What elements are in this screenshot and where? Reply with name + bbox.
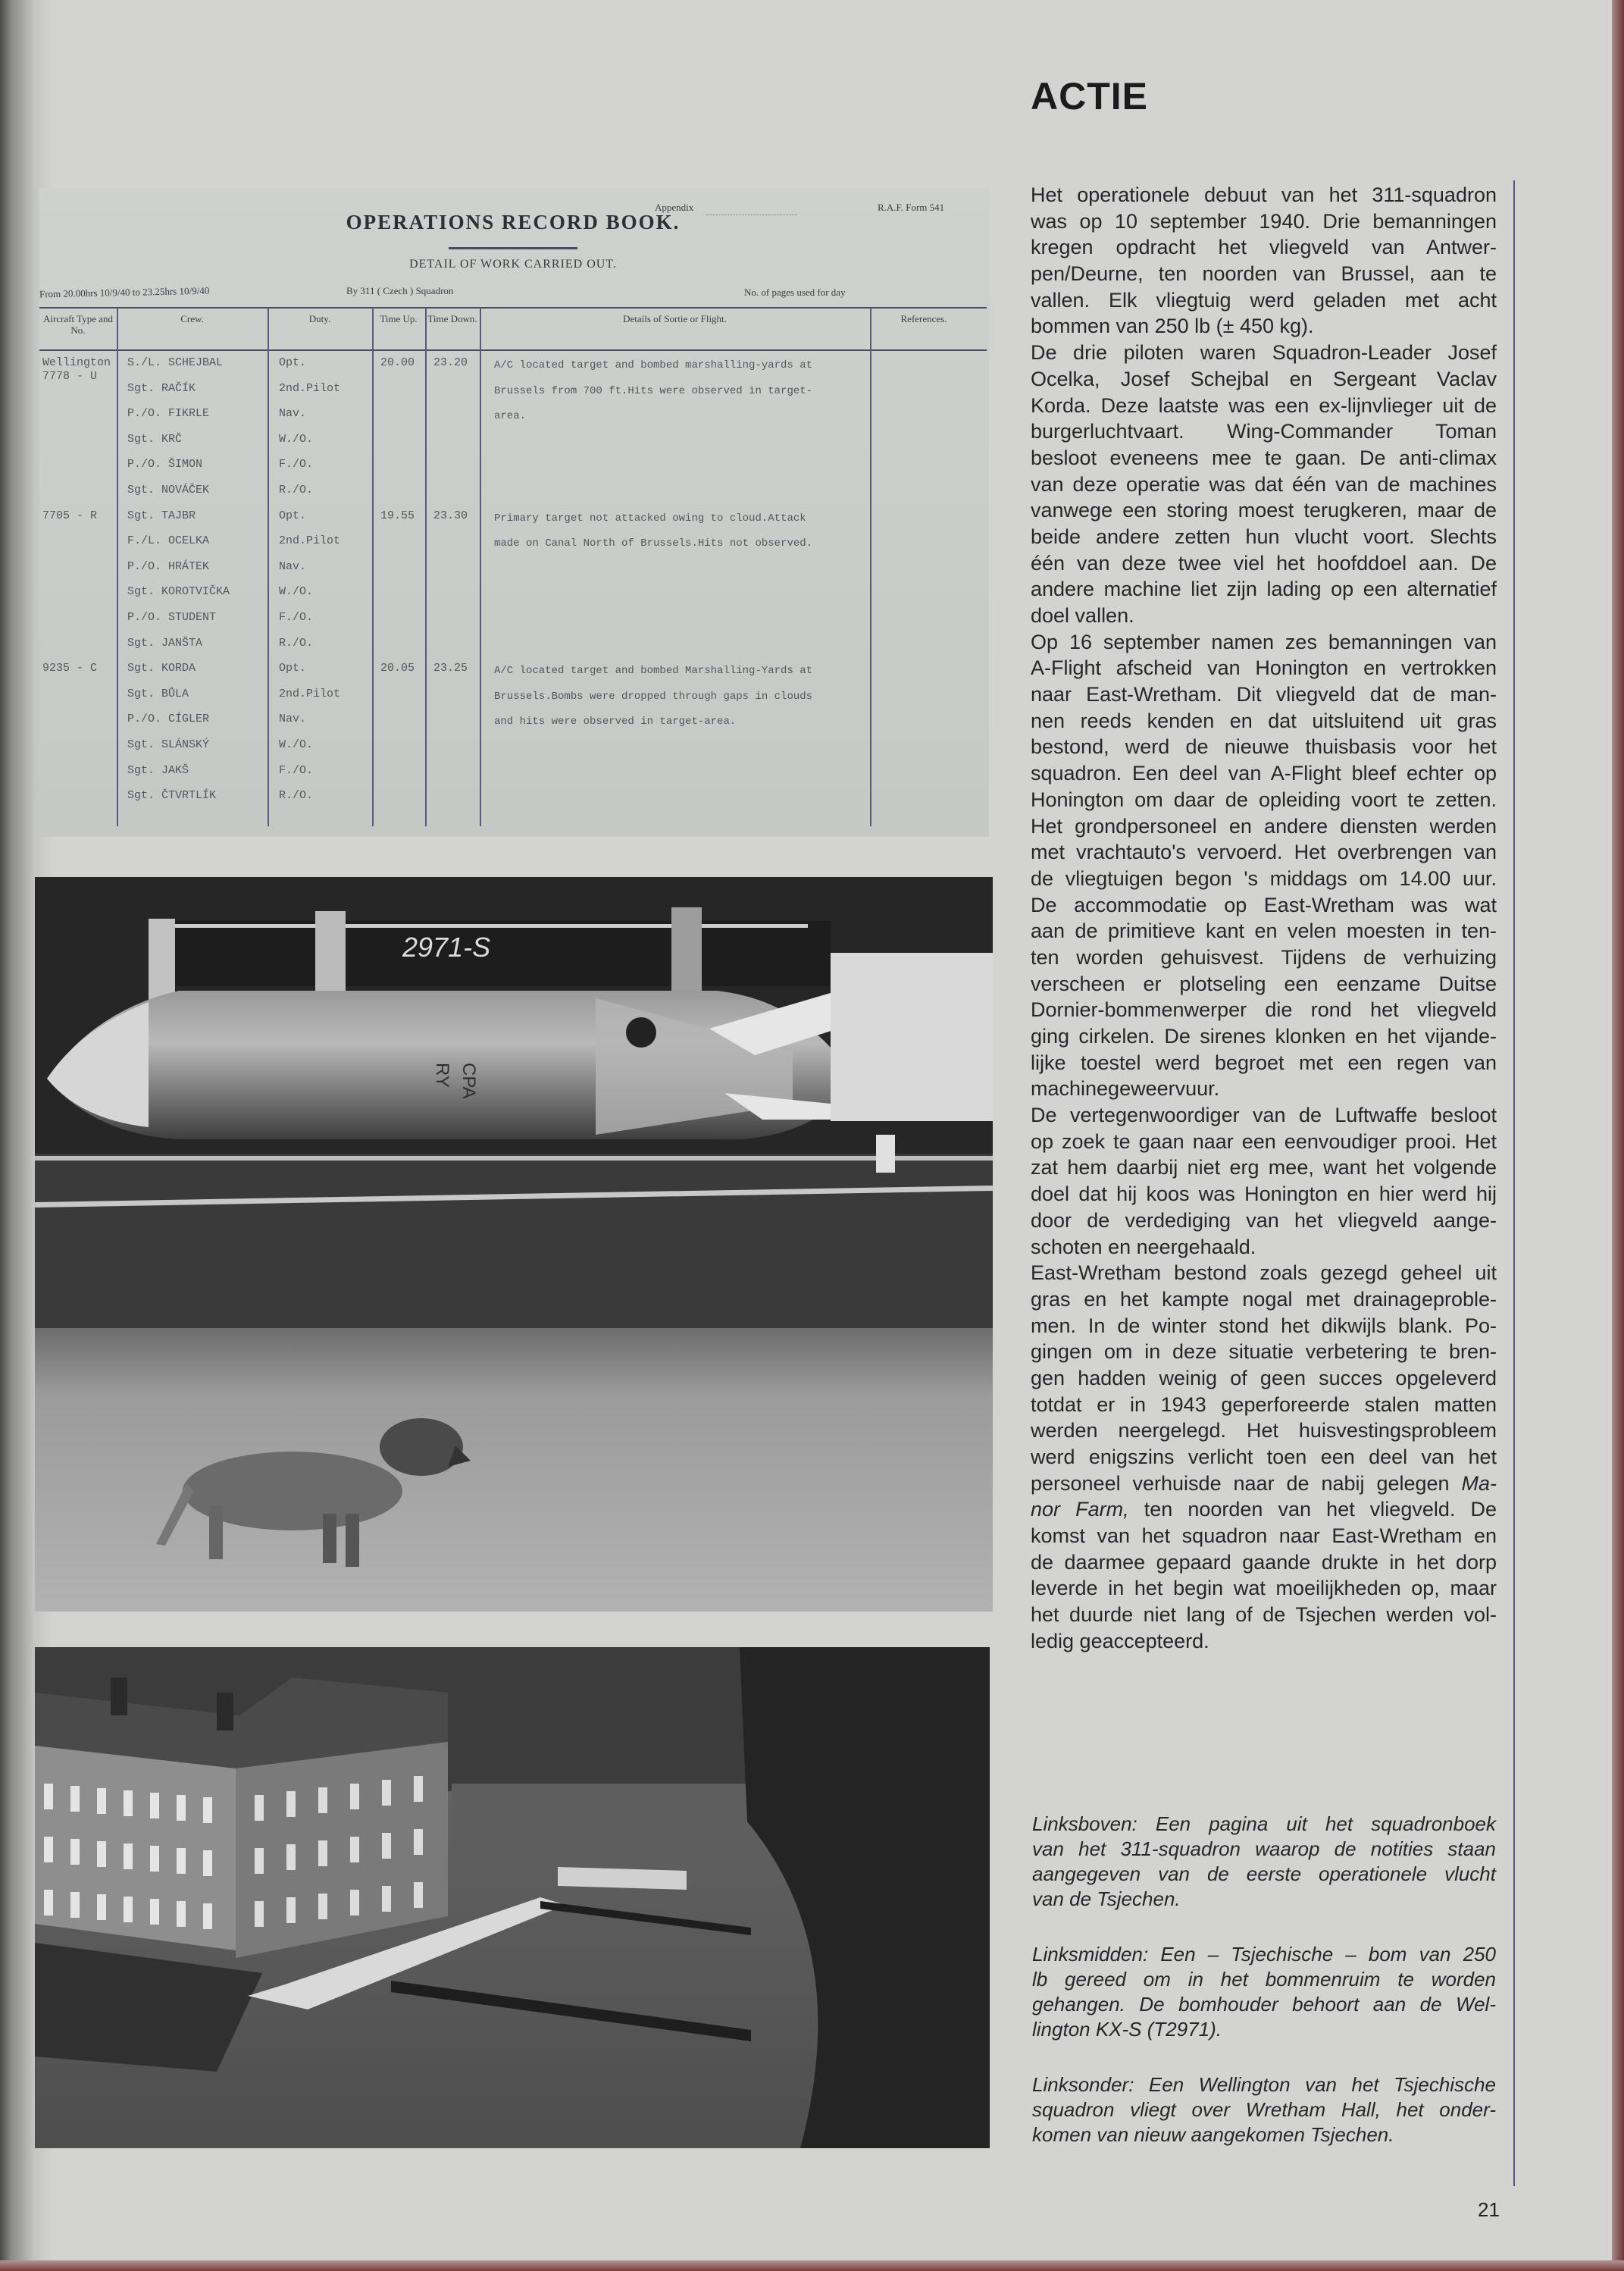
body-line: het duurde niet lang of de Tsjechen werden vol- (1031, 1603, 1497, 1627)
caption-line: lington KX-S (T2971). (1032, 2018, 1222, 2041)
chimney (217, 1693, 233, 1731)
body-line: De drie piloten waren Squadron-Leader Josef (1031, 341, 1497, 365)
caption-line: Linksboven: Een pagina uit het squadronboek (1032, 1812, 1496, 1835)
body-line: was op 10 september 1940. Drie bemanningen (1031, 209, 1497, 233)
window (382, 1833, 391, 1859)
orb-detail-line: Primary target not attacked owing to cloud.Attack (494, 512, 806, 525)
orb-crew-name: Sgt. JANŠTA (127, 636, 203, 650)
trolley-rail-top (35, 1156, 993, 1161)
orb-crew-duty: F./O. (279, 611, 314, 624)
orb-crew-duty: R./O. (279, 789, 314, 803)
orb-title: OPERATIONS RECORD BOOK. (346, 211, 681, 233)
orb-appendix: Appendix (655, 202, 694, 213)
body-line: Het operationele debuut van het 311-squadron (1031, 183, 1497, 206)
orb-time-up: 20.05 (380, 662, 415, 675)
orb-time-up: 20.00 (380, 356, 415, 369)
window (124, 1843, 133, 1869)
italic-phrase: nor Farm, (1031, 1498, 1129, 1521)
orb-crew-duty: Nav. (279, 713, 307, 726)
body-line: ging cirkelen. De sirenes klonken en het vijande- (1031, 1025, 1497, 1048)
body-line: vallen. Elk vliegtuig werd geladen met acht (1031, 288, 1497, 312)
window (124, 1790, 133, 1816)
page-number: 21 (1478, 2198, 1500, 2221)
window (414, 1882, 423, 1908)
rack-hook (315, 911, 346, 995)
orb-column-header: References. (900, 313, 947, 324)
body-line: komst van het squadron naar East-Wretham en (1031, 1524, 1497, 1548)
orb-column-header: Aircraft Type and No. (43, 313, 113, 336)
orb-crew-name: Sgt. ČTVRTLÍK (127, 789, 217, 803)
orb-detail-line: and hits were observed in target-area. (494, 716, 737, 728)
window (97, 1788, 106, 1814)
orb-crew-name: Sgt. KRČ (127, 432, 183, 446)
caption-line: Linksonder: Een Wellington van het Tsjechische (1032, 2073, 1496, 2096)
orb-crew-name: F./L. OCELKA (127, 534, 210, 548)
orb-time-down: 23.30 (433, 509, 468, 522)
window (150, 1846, 159, 1872)
body-line: Ocelka, Josef Schejbal en Sergeant Vaclav (1031, 367, 1497, 390)
orb-crew-duty: R./O. (279, 636, 314, 650)
rack-marking: 2971-S (402, 932, 491, 963)
window (70, 1892, 80, 1918)
window (44, 1890, 53, 1915)
tail-box (831, 953, 993, 1121)
orb-crew-duty: F./O. (279, 458, 314, 471)
orb-column-line (372, 307, 374, 826)
orb-detail-line: Brussels from 700 ft.Hits were observed in target- (494, 384, 813, 397)
orb-crew-duty: F./O. (279, 763, 314, 777)
window (382, 1886, 391, 1912)
orb-column-header: Duty. (308, 313, 331, 324)
body-line: personeel verhuisde naar de nabij gelegen Ma- (1031, 1471, 1497, 1495)
body-line: A-Flight afscheid van Honington en vertrokken (1031, 656, 1497, 680)
orb-crew-name: P./O. ŠIMON (127, 458, 203, 471)
bomb-rack-rail (156, 924, 808, 928)
window (414, 1776, 423, 1802)
orb-crew-name: Sgt. RAČÍK (127, 381, 196, 395)
body-line: leverde in het begin wat moeilijkheden op, maar (1031, 1577, 1497, 1600)
body-line: nor Farm, ten noorden van het vliegveld. De (1031, 1498, 1497, 1521)
body-line: zat hem daarbij niet erg mee, want het volgende (1031, 1156, 1497, 1179)
window (177, 1795, 186, 1821)
body-line: Korda. Deze laatste was een ex-lijnvlieger uit de (1031, 393, 1497, 417)
book-edge-bottom (0, 2260, 1624, 2271)
caption (1032, 2072, 1496, 2147)
orb-aircraft: Wellington (42, 356, 111, 369)
orb-crew-name: Sgt. TAJBR (127, 509, 196, 522)
orb-crew-duty: Nav. (279, 559, 307, 573)
window (255, 1848, 264, 1874)
window (124, 1897, 133, 1922)
chimney (111, 1677, 127, 1715)
window (318, 1894, 327, 1919)
body-line: gras en het kampte nogal met drainageproble- (1031, 1287, 1497, 1311)
body-line: bestond, werd de nieuwe thuisbasis voor het (1031, 735, 1497, 759)
window (414, 1829, 423, 1855)
body-line: lijke toestel werd begroet met een regen van (1031, 1051, 1497, 1074)
caption-line: squadron vliegt over Wretham Hall, het onder- (1032, 2098, 1496, 2121)
window (318, 1787, 327, 1813)
orb-header-bottom-line (39, 349, 987, 351)
orb-column-line (870, 307, 871, 826)
body-line: vanwege een storing moest terugkeren, maar de (1031, 499, 1497, 522)
caption-line: aangegeven van de eerste operationele vlucht (1032, 1862, 1496, 1885)
orb-crew-name: P./O. FIKRLE (127, 407, 210, 421)
body-line: Het grondpersoneel en andere diensten werden (1031, 814, 1497, 838)
orb-column-line (425, 307, 427, 826)
orb-crew-duty: Opt. (279, 356, 307, 369)
orb-crew-name: P./O. HRÁTEK (127, 559, 210, 573)
body-line: Op 16 september namen zes bemanningen van (1031, 630, 1497, 653)
body-line: pen/Deurne, ten noorden van Brussel, aan te (1031, 262, 1497, 286)
column-rule (1513, 180, 1515, 2186)
body-line: aan de primitieve kant en velen moesten in ten- (1031, 919, 1497, 943)
orb-detail-line: Brussels.Bombs were dropped through gaps in clouds (494, 690, 813, 703)
body-line: nen reeds kenden en dat uitsluitend uit gras (1031, 709, 1497, 732)
body-line: ten worden gehuisvest. Tijdens de verhuizing (1031, 945, 1497, 969)
body-line: bommen van 250 lb (± 450 kg). (1031, 315, 1314, 338)
orb-crew-name: Sgt. NOVÁČEK (127, 484, 210, 496)
orb-time-up: 19.55 (380, 509, 415, 522)
window (70, 1786, 80, 1812)
orb-crew-duty: 2nd.Pilot (279, 534, 341, 548)
orb-crew-duty: Opt. (279, 509, 307, 522)
orb-column-header: Time Down. (427, 313, 477, 324)
orb-from-field: From 20.00hrs 10/9/40 to 23.25hrs 10/9/40 (39, 284, 210, 300)
article-body (1031, 182, 1497, 1655)
body-line: doel dat hij koos was Honington en hier werd hij (1031, 1182, 1497, 1206)
orb-crew-name: S./L. SCHEJBAL (127, 356, 224, 369)
window (382, 1780, 391, 1806)
body-line: naar East-Wretham. Dit vliegveld dat de man- (1031, 683, 1497, 706)
body-line: verscheen er plotseling een eenzame Duitse (1031, 972, 1497, 995)
orb-crew-name: Sgt. SLÁNSKÝ (127, 738, 210, 751)
body-line: machinegeweervuur. (1031, 1077, 1220, 1101)
body-line: de vliegtuigen begon 's middags om 14.00 uur. (1031, 866, 1497, 890)
caption-line: lb gereed om in het bommenruim te worden (1032, 1968, 1496, 1991)
park-lawn (452, 1784, 770, 1875)
window (150, 1793, 159, 1818)
bomb-trolley (35, 1154, 993, 1328)
body-line: Honington om daar de opleiding voort te zetten. (1031, 788, 1497, 811)
operations-record-book-photo (39, 188, 989, 837)
orb-crew-duty: W./O. (279, 432, 314, 446)
body-line: door de verdediging van het vliegveld aange- (1031, 1208, 1497, 1232)
window (286, 1791, 296, 1817)
bomb-marking-1: RY (432, 1063, 452, 1088)
body-line: kregen opdracht het vliegveld van Antwer- (1031, 236, 1497, 259)
body-line: squadron. Een deel van A-Flight bleef echter op (1031, 762, 1497, 785)
orb-crew-name: Sgt. KORDA (127, 662, 196, 675)
body-line: gen hadden weinig of geen succes opgeleverd (1031, 1366, 1497, 1389)
orb-by-field: By 311 ( Czech ) Squadron (346, 285, 454, 296)
window (350, 1837, 359, 1862)
window (203, 1797, 212, 1823)
orb-crew-name: P./O. STUDENT (127, 611, 217, 624)
window (44, 1784, 53, 1809)
caption-line: van de Tsjechen. (1032, 1887, 1181, 1910)
body-line: met vrachtauto's vervoerd. Het overbrengen van (1031, 841, 1497, 864)
orb-crew-duty: 2nd.Pilot (279, 687, 341, 700)
orb-column-line (117, 307, 118, 826)
orb-time-down: 23.25 (433, 662, 468, 675)
body-line: van deze operatie was dat één van de machines (1031, 472, 1497, 496)
body-line: werd enigszins verlicht toen een deel van het (1031, 1446, 1497, 1468)
body-line: op zoek te gaan naar een eenvoudiger prooi. Het (1031, 1129, 1497, 1153)
caption-line: gehangen. De bomhouder behoort aan de Wel- (1032, 1993, 1496, 2016)
window (203, 1850, 212, 1876)
orb-column-line (480, 307, 481, 826)
book-edge-right (1612, 0, 1624, 2271)
orb-header-top-line (39, 307, 987, 309)
window (177, 1848, 186, 1874)
orb-detail-line: made on Canal North of Brussels.Hits not observed. (494, 537, 813, 550)
orb-crew-name: Sgt. JAKŠ (127, 763, 189, 777)
body-line: Dornier-bommenwerper die rond het vliegveld (1031, 998, 1497, 1022)
body-line: besloot eveneens mee te gaan. De anti-climax (1031, 446, 1497, 469)
window (44, 1837, 53, 1862)
orb-aircraft: 7778 - U (42, 370, 98, 383)
section-title: ACTIE (1031, 75, 1148, 117)
orb-column-header: Time Up. (380, 313, 418, 324)
body-line: beide andere zetten hun vlucht voort. Slechts (1031, 525, 1497, 548)
caption-line: van het 311-squadron waarop de notities staan (1032, 1837, 1496, 1860)
bomb-roundel (626, 1017, 656, 1048)
body-line: werden neergelegd. Het huisvestingsprobleem (1031, 1419, 1497, 1442)
orb-aircraft: 9235 - C (42, 662, 98, 675)
orb-detail-line: A/C located target and bombed Marshalling-Yards at (494, 665, 813, 678)
wretham-hall-photo (35, 1647, 990, 2148)
orb-crew-duty: Nav. (279, 407, 307, 421)
orb-detail-line: A/C located target and bombed marshalling-yards at (494, 359, 813, 371)
window (150, 1899, 159, 1925)
orb-crew-duty: R./O. (279, 484, 314, 496)
window (203, 1903, 212, 1929)
orb-form-number: R.A.F. Form 541 (878, 202, 945, 213)
body-line: De accommodatie op East-Wretham was wat (1031, 893, 1497, 916)
italic-phrase: Ma- (1461, 1471, 1497, 1495)
caption-line: Linksmidden: Een – Tsjechische – bom van 250 (1032, 1943, 1496, 1966)
window (255, 1901, 264, 1927)
body-line: schoten en neergehaald. (1031, 1235, 1256, 1258)
window (318, 1840, 327, 1866)
bomb-and-dog-photo (35, 877, 993, 1612)
window (286, 1844, 296, 1870)
body-line: East-Wretham bestond zoals gezegd geheel uit (1031, 1261, 1497, 1285)
orb-crew-duty: W./O. (279, 585, 314, 599)
orb-crew-duty: W./O. (279, 738, 314, 751)
orb-detail-line: area. (494, 410, 527, 423)
body-line: totdat er in 1943 geperforeerde stalen matten (1031, 1392, 1497, 1416)
window (70, 1839, 80, 1865)
body-line: de daarmee gepaard gaande drukte in het dorp (1031, 1550, 1497, 1574)
orb-crew-name: Sgt. BŮLA (127, 687, 189, 700)
body-line: gingen om in deze situatie verbetering te bren- (1031, 1340, 1497, 1364)
orb-crew-duty: 2nd.Pilot (279, 381, 341, 395)
orb-column-header: Details of Sortie or Flight. (623, 313, 727, 324)
window (177, 1901, 186, 1927)
window (286, 1897, 296, 1923)
orb-title-rule (449, 247, 577, 249)
caption (1032, 1942, 1496, 2042)
window (350, 1890, 359, 1915)
greenhouse (558, 1867, 687, 1890)
window (255, 1795, 264, 1821)
caption (1032, 1812, 1496, 1912)
ground (35, 1302, 993, 1612)
body-line: burgerluchtvaart. Wing-Commander Toman (1031, 420, 1497, 443)
orb-pages-field: No. of pages used for day (744, 287, 846, 298)
orb-subtitle: DETAIL OF WORK CARRIED OUT. (409, 258, 617, 271)
orb-crew-name: Sgt. KOROTVIČKA (127, 585, 230, 599)
body-line: één van deze twee viel het hoofddoel aan. De (1031, 551, 1497, 575)
body-line: doel vallen. (1031, 604, 1134, 627)
orb-crew-duty: Opt. (279, 662, 307, 675)
orb-column-header: Crew. (180, 313, 204, 324)
body-line: De vertegenwoordiger van de Luftwaffe besloot (1031, 1104, 1497, 1127)
caption-line: komen van nieuw aangekomen Tsjechen. (1032, 2123, 1394, 2146)
orb-time-down: 23.20 (433, 356, 468, 369)
body-line: men. In de winter stond het dikwijls blank. Po- (1031, 1314, 1497, 1337)
orb-crew-name: P./O. CÍGLER (127, 713, 210, 726)
window (350, 1784, 359, 1809)
orb-column-line (268, 307, 269, 826)
body-line: andere machine liet zijn lading op een alternatief (1031, 578, 1497, 601)
trolley-post (876, 1135, 895, 1173)
bomb-marking-2: CPA (458, 1063, 479, 1099)
window (97, 1894, 106, 1920)
window (97, 1841, 106, 1867)
body-line: ledig geaccepteerd. (1031, 1629, 1209, 1652)
photo-captions (1032, 1812, 1496, 2178)
orb-aircraft: 7705 - R (42, 509, 98, 522)
